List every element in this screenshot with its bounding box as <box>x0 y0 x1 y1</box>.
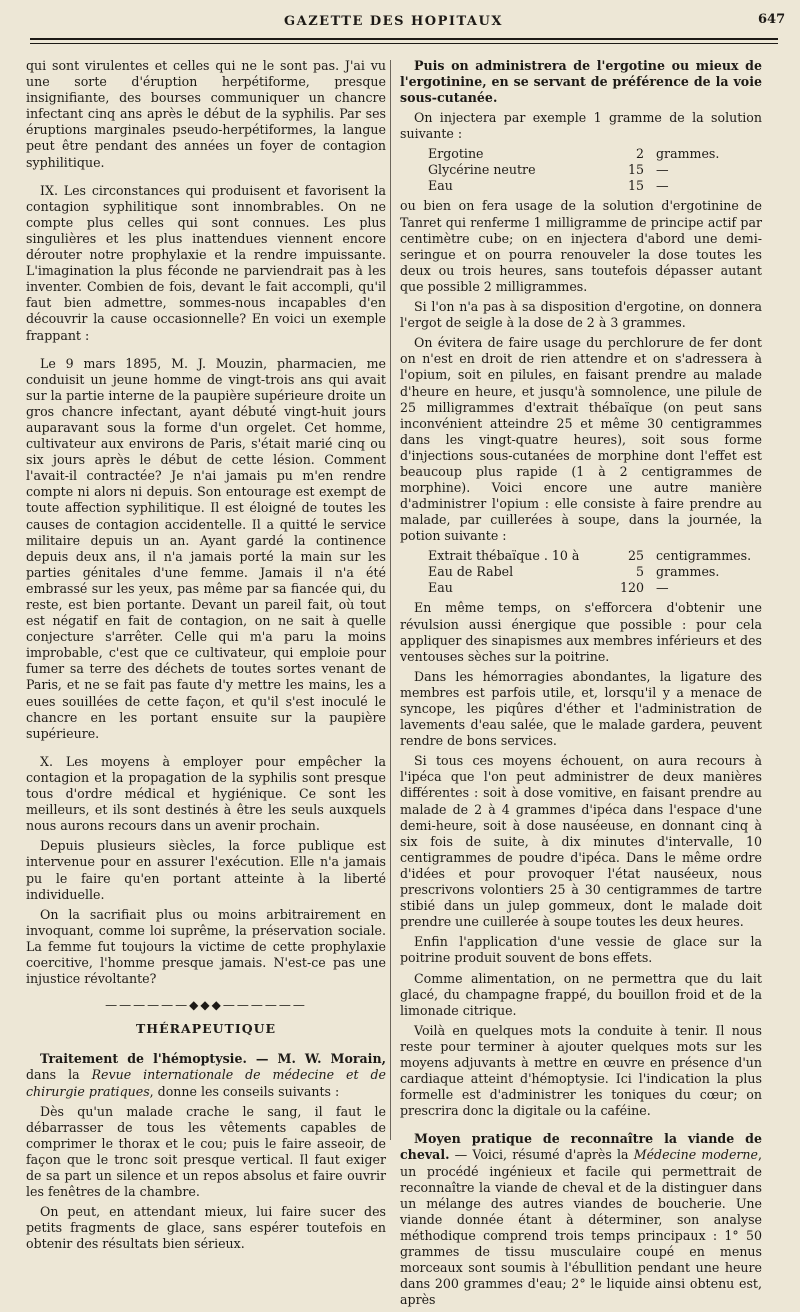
paragraph-first-measures: Dès qu'un malade crache le sang, il faut le débarrasser de tous les vêtements capables de comprimer le thorax et le cou; puis le faire asseoir, de façon que le tronc soit presque vertical. Il faut exiger de sa part un silence et un repos absolus et faire ouvrir les fenêtres de la chambre. <box>26 1103 386 1200</box>
paragraph-public-force: Depuis plusieurs siècles, la force publique est intervenue pour en assurer l'exécution. Elle n'a jamais pu le faire qu'en portant atteinte à la liberté individuelle. <box>26 838 386 902</box>
paragraph-horse-meat <box>400 1131 762 1308</box>
page-header <box>0 0 800 44</box>
horse-meat-body: , un procédé ingénieux et facile qui permettrait de reconnaître la viande de cheval et de la distinguer dans un mélange des autres viandes de boucherie. Une viande donnée étant à déterminer, son analyse méthodique comprend trois temps principaux : 1° 50 grammes de tissu musculaire coupé en menus morceaux sont soumis à l'ébullition pendant une heure dans 200 grammes d'eau; 2° le liquide ainsi obtenu est, après <box>400 1147 762 1308</box>
paragraph-ergot-seigle: Si l'on n'a pas à sa disposition d'ergotine, on donnera l'ergot de seigle à la dose de 2 à 3 grammes. <box>400 299 762 331</box>
formula-ergotine <box>428 146 725 194</box>
hemoptysis-intro-end: , donne les conseils suivants : <box>149 1083 340 1099</box>
paragraph-conclusion: Voilà en quelques mots la conduite à tenir. Il nous reste pour terminer à ajouter quelques mots sur les moyens adjuvants à mettre en œuvre en présence d'un cardiaque atteint d'hémoptysie. Ici l'indication la plus formelle est d'administrer les toniques du cœur; on prescrira donc la digitale ou la caféine. <box>400 1022 762 1119</box>
ornament-divider: ——————◆◆◆—————— <box>105 998 307 1013</box>
paragraph-opium: On évitera de faire usage du perchlorure de fer dont on n'est en droit de rien attendre et on s'adressera à l'opium, soit en pilules, en faisant prendre au malade d'heure en heure, et jusqu'à somnolence, une pilule de 25 milligrammes d'extrait thébaïque (on peut sans inconvénient atteindre 25 et même 30 centigrammes dans les vingt-quatre heures), soit sous forme d'injections sous-cutanées de morphine dont l'effet est beaucoup plus rapide (1 à 2 centigrammes de morphine). Voici encore une autre manière d'administrer l'opium : elle consiste à faire prendre au malade, par cuillerées à soupe, dans la journée, la potion suivante : <box>400 335 762 544</box>
formula-row: Eau 15 — <box>428 178 669 194</box>
paragraph-ice-bladder: Enfin l'application d'une vessie de glace sur la poitrine produit souvent de bons effets. <box>400 934 762 966</box>
formula-row: Eau de Rabel 5 grammes. <box>428 564 720 580</box>
journal-title-revue: Revue internationale de médecine et de chirurgie pratiques <box>26 1067 387 1099</box>
formula-row: Extrait thébaïque . 10 à 25 centigrammes. <box>428 548 752 564</box>
left-column <box>26 58 386 1256</box>
paragraph-tanret: ou bien on fera usage de la solution d'ergotinine de Tanret qui renferme 1 milligramme de principe actif par centimètre cube; on en injectera d'abord une demi-seringue et on pourra renouveler la dose toutes les deux ou trois heures, sans toutefois dépasser autant que possible 2 milligrammes. <box>400 198 762 294</box>
hemoptysis-intro-mid: dans la <box>26 1067 92 1083</box>
header-rule-thin <box>30 43 778 44</box>
paragraph-prevention-means: X. Les moyens à employer pour empêcher la contagion et la propagation de la syphilis sont presque tous d'ordre médical et hygiénique. Ce sont les meilleurs, et ils sont destinés à être les seuls auxquels nous aurons recours dans un avenir prochain. <box>26 753 386 834</box>
journal-title-medecine-moderne: Médecine moderne <box>633 1147 758 1163</box>
case-report-body: qui avait sur la partie interne de la paupière supérieure droite un gros chancre infectant, ayant débuté vingt-huit jours auparavant sous la forme d'un orgelet. Cet homme, cultivateur aux environs de Paris, s'était marié cinq ou six jours après le début de cette lésion. Comment l'avait-il contractée? Je n'ai jamais pu m'en rendre compte ni alors ni depuis. Son entourage est exempt de toute affection syphilitique. Il est éloigné de toutes les causes de contagion accidentelle. Il a quitté le service militaire depuis un an. Ayant gardé la continence depuis deux ans, il n'a jamais porté la main sur les parties génitales d'une femme. Jamais il n'a été embrassé sur les yeux, pas même par sa fiancée qui, du reste, est bien portante. Devant un pareil fait, où tout est négatif en fait de contagion, on ne sait à quelle conjecture s'arrêter. Celle qui m'a paru la moins improbable, c'est que ce cultivateur, qui emploie pour fumer sa terre des déchets de toutes sortes venant de Paris, et ne se fait pas faute d'y mettre les mains, les a eues souillées de cette façon, et qu'il s'est inoculé le chancre en les portant ensuite sur la paupière supérieure. <box>26 371 386 741</box>
formula-row: Glycérine neutre 15 — <box>428 162 669 178</box>
formula-row: Eau 120 — <box>428 580 669 596</box>
paragraph-case-report <box>26 356 386 742</box>
case-report-lead: Le 9 mars 1895, M. J. Mouzin, pharmacien, me conduisit un jeune homme de vingt-trois ans <box>26 355 386 387</box>
paragraph-injustice: On la sacrifiait plus ou moins arbitrairement en invoquant, comme loi suprême, la préservation sociale. La femme fut toujours la victime de cette prophylaxie coercitive, l'homme presque jamais. N'est-ce pas une injustice révoltante? <box>26 906 386 987</box>
article-title-hemoptysis: Traitement de l'hémoptysie. — M. W. Morain, <box>40 1051 386 1067</box>
horse-meat-intro: — Voici, résumé d'après la <box>449 1147 634 1163</box>
paragraph-contagion-circumstances: IX. Les circonstances qui produisent et favorisent la contagion syphilitique sont innombrables. On ne compte plus celles qui sont connues. Les plus singulières et les plus inattendues viennent encore dérouter notre prophylaxie et la rendre impuissante. L'imagination la plus féconde ne parviendrait pas à les inventer. Combien de fois, devant le fait accompli, qu'il faut bien admettre, sommes-nous incapables d'en découvrir la cause occasionnelle? En voici un exemple frappant : <box>26 182 386 343</box>
section-title-therapeutique: THÉRAPEUTIQUE <box>135 1021 277 1037</box>
paragraph-alimentation: Comme alimentation, on ne permettra que du lait glacé, du champagne frappé, du bouillon froid et de la limonade citrique. <box>400 970 762 1018</box>
formula-row: Ergotine 2 grammes. <box>428 146 720 162</box>
paragraph-ergotine: Puis on administrera de l'ergotine ou mieux de l'ergotinine, en se servant de préférence de la voie sous-cutanée. <box>400 58 762 106</box>
article-title-horse-meat: Moyen pratique de reconnaître la viande de cheval. <box>400 1131 762 1163</box>
right-column <box>400 58 762 1312</box>
paragraph-ice-fragments: On peut, en attendant mieux, lui faire sucer des petits fragments de glace, sans espérer toutefois en obtenir des résultats bien sérieux. <box>26 1204 386 1252</box>
paragraph-ligature: Dans les hémorragies abondantes, la ligature des membres est parfois utile, et, lorsqu'il y a menace de syncope, les piqûres d'éther et l'administration de lavements d'eau salée, que le malade gardera, peuvent rendre de bons services. <box>400 668 762 749</box>
paragraph-revulsion: En même temps, on s'efforcera d'obtenir une révulsion aussi énergique que possible : pour cela appliquer des sinapismes aux membres inférieurs et des ventouses sèches sur la poitrine. <box>400 600 762 664</box>
column-divider <box>390 60 391 1140</box>
page-number: 647 <box>758 12 786 27</box>
paragraph-ipeca: Si tous ces moyens échouent, on aura recours à l'ipéca que l'on peut administrer de deux manières différentes : soit à dose vomitive, en faisant prendre au malade de 2 à 4 grammes d'ipéca dans l'espace d'une demi-heure, soit à dose nauséeuse, en donnant cinq à six fois de suite, à dix minutes d'intervalle, 10 centigrammes de poudre d'ipéca. Dans le même ordre d'idées et pour provoquer l'état nauséeux, nous prescrivons volontiers 25 à 30 centigrammes de tartre stibié dans un julep gommeux, dont le malade doit prendre une cuillerée à soupe toutes les deux heures. <box>400 753 762 930</box>
paragraph-injection: On injectera par exemple 1 gramme de la solution suivante : <box>400 110 762 142</box>
running-title: GAZETTE DES HOPITAUX <box>284 14 503 29</box>
paragraph-syphilis-eruptions: qui sont virulentes et celles qui ne le sont pas. J'ai vu une sorte d'éruption herpétiforme, presque insignifiante, des bourses communiquer un chancre infectant cinq ans après le début de la syphilis. Par ses éruptions marginales pseudo-herpétiformes, la langue peut être pendant des années un foyer de contagion syphilitique. <box>26 58 386 170</box>
formula-opium <box>428 548 757 596</box>
paragraph-hemoptysis-intro <box>26 1051 386 1099</box>
header-rule <box>30 38 778 40</box>
